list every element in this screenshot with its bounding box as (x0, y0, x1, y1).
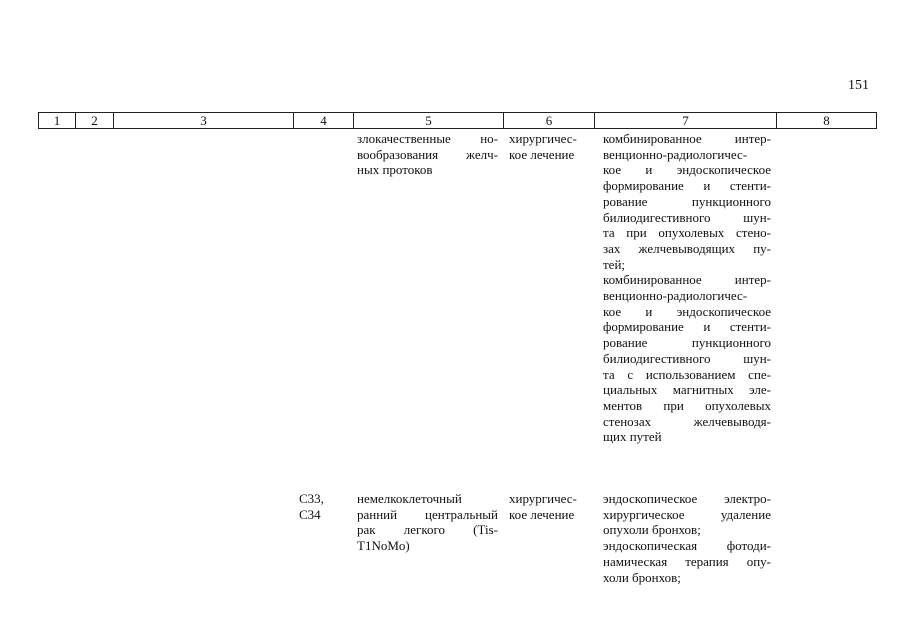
text-line: вообразования желч- (357, 146, 498, 162)
page-number: 151 (848, 78, 869, 93)
text-line: рование пункционного (603, 193, 771, 209)
column-number-3: 3 (114, 113, 294, 129)
text-line: ных протоков (357, 162, 433, 178)
row-2-method (603, 491, 771, 585)
text-line: намическая терапия опу- (603, 553, 771, 569)
text-line: та с использованием спе- (603, 366, 771, 382)
row-1-method (603, 131, 771, 445)
text-line: холи бронхов; (603, 569, 681, 585)
column-number-4: 4 (294, 113, 354, 129)
column-number-1: 1 (39, 113, 76, 129)
text-line: щих путей (603, 429, 662, 445)
row-1-treatment-type (509, 131, 591, 162)
text-line: C33, (299, 491, 324, 506)
text-line: ментов при опухолевых (603, 397, 771, 413)
text-line: C34 (299, 506, 321, 522)
text-line: формирование и стенти- (603, 178, 771, 194)
text-line: T1NoMo) (357, 538, 410, 554)
text-line: немелкоклеточный (357, 491, 462, 506)
text-line: венционно-радиологичес- (603, 288, 748, 304)
column-number-5: 5 (354, 113, 504, 129)
column-number-2: 2 (76, 113, 114, 129)
row-2-code (299, 491, 339, 522)
text-line: билиодигестивного шун- (603, 209, 771, 225)
text-line: формирование и стенти- (603, 319, 771, 335)
text-line: эндоскопическая фотоди- (603, 538, 771, 554)
column-number-8: 8 (777, 113, 877, 129)
text-line: кое лечение (509, 146, 575, 162)
text-line: опухоли бронхов; (603, 522, 701, 538)
column-number-7: 7 (595, 113, 777, 129)
text-line: тей; (603, 256, 626, 272)
text-line: циальных магнитных эле- (603, 382, 771, 398)
text-line: ранний центральный (357, 506, 498, 522)
text-line: рак легкого (Tis- (357, 522, 498, 538)
text-line: злокачественные но- (357, 131, 498, 146)
text-line: кое лечение (509, 506, 575, 522)
row-2-diagnosis (357, 491, 498, 554)
text-line: венционно-радиологичес- (603, 146, 748, 162)
text-line: билиодигестивного шун- (603, 350, 771, 366)
text-line: хирургичес- (509, 491, 577, 506)
text-line: та при опухолевых стено- (603, 225, 771, 241)
column-number-6: 6 (504, 113, 595, 129)
text-line: зах желчевыводящих пу- (603, 240, 771, 256)
row-1-diagnosis (357, 131, 498, 178)
text-line: хирургическое удаление (603, 506, 771, 522)
text-line: рование пункционного (603, 335, 771, 351)
row-2-treatment-type (509, 491, 591, 522)
text-line: эндоскопическое электро- (603, 491, 771, 506)
text-line: хирургичес- (509, 131, 577, 146)
text-line: кое и эндоскопическое (603, 303, 771, 319)
text-line: кое и эндоскопическое (603, 162, 771, 178)
column-number-header (38, 112, 877, 129)
text-line: стенозах желчевыводя- (603, 413, 771, 429)
text-line: комбинированное интер- (603, 272, 771, 288)
text-line: комбинированное интер- (603, 131, 771, 146)
